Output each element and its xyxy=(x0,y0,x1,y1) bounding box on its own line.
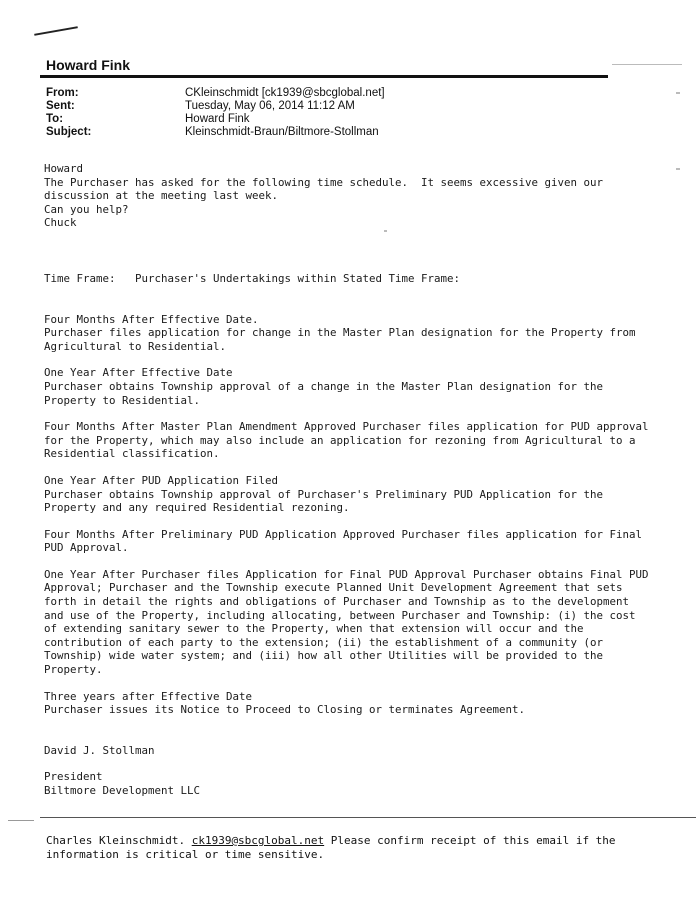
schedule-line: Four Months After Preliminary PUD Application Approved Purchaser files application for Final xyxy=(44,527,643,541)
schedule-line: Property. xyxy=(44,663,103,677)
scan-speck xyxy=(384,230,387,232)
header-row-sent xyxy=(46,100,385,113)
header-row-to xyxy=(46,113,385,126)
schedule-line: Four Months After Master Plan Amendment Approved Purchaser files application for PUD approval xyxy=(44,420,649,434)
schedule-line: Property to Residential. xyxy=(44,393,201,407)
intro-line: Can you help? xyxy=(44,202,129,216)
schedule-line: Four Months After Effective Date. xyxy=(44,312,259,326)
schedule-line: and use of the Property, including allocating, between Purchaser and Township: (i) the cost xyxy=(44,608,636,622)
schedule-line: forth in detail the rights and obligations of Purchaser and Township as to the development xyxy=(44,595,630,609)
schedule-line: One Year After Effective Date xyxy=(44,366,233,380)
intro-line: The Purchaser has asked for the following time schedule. It seems excessive given our xyxy=(44,175,604,189)
footer-sender: Charles Kleinschmidt. xyxy=(46,834,186,847)
footer-faint-rule xyxy=(8,820,34,821)
footer-line-2: information is critical or time sensitive. xyxy=(46,848,325,861)
header-row-from xyxy=(46,87,385,100)
signature-block xyxy=(44,744,664,798)
intro-paragraph xyxy=(44,162,664,230)
schedule-line: Three years after Effective Date xyxy=(44,689,253,703)
scan-faint-rule xyxy=(612,64,682,65)
signature-name: David J. Stollman xyxy=(44,743,155,757)
footer-email-link[interactable]: ck1939@sbcglobal.net xyxy=(191,834,325,847)
schedule-item xyxy=(44,313,664,354)
schedule-item xyxy=(44,690,664,717)
schedule-item xyxy=(44,366,664,407)
scan-speck xyxy=(676,168,680,170)
schedule-line: Township) wide water system; and (iii) how all other Utilities will be provided to the xyxy=(44,649,604,663)
schedule-line: One Year After PUD Application Filed xyxy=(44,473,279,487)
intro-line: discussion at the meeting last week. xyxy=(44,189,279,203)
header-label: Subject: xyxy=(46,126,92,138)
schedule-line: Purchaser obtains Township approval of a change in the Master Plan designation for the xyxy=(44,379,604,393)
header-label: From: xyxy=(46,87,79,99)
scan-pen-mark xyxy=(34,26,78,36)
footer-note xyxy=(46,834,646,862)
owner-divider xyxy=(40,75,608,78)
signature-title: President xyxy=(44,770,103,784)
header-label: To: xyxy=(46,113,64,125)
footer-line-1 xyxy=(46,834,646,848)
schedule-item xyxy=(44,528,664,555)
mailbox-owner-name: Howard Fink xyxy=(46,57,131,73)
intro-line: Chuck xyxy=(44,216,77,230)
signature-company: Biltmore Development LLC xyxy=(44,784,201,797)
schedule-item xyxy=(44,420,664,461)
schedule-line: Agricultural to Residential. xyxy=(44,339,227,353)
schedule-line: Purchaser issues its Notice to Proceed to Closing or terminates Agreement. xyxy=(44,703,526,717)
schedule-line: contribution of each party to the extension; (ii) the establishment of a community (or xyxy=(44,635,604,649)
schedule-line: Purchaser files application for change in the Master Plan designation for the Property from xyxy=(44,326,636,340)
header-value-to: Howard Fink xyxy=(185,113,250,125)
email-headers xyxy=(46,87,385,139)
schedule-line: Property and any required Residential rezoning. xyxy=(44,501,350,515)
header-value-sent: Tuesday, May 06, 2014 11:12 AM xyxy=(185,100,355,112)
scan-speck xyxy=(676,92,680,94)
time-frame-heading: Time Frame: Purchaser's Undertakings within Stated Time Frame: xyxy=(44,271,461,285)
schedule-item xyxy=(44,568,664,677)
footer-line-1-rest: Please confirm receipt of this email if the xyxy=(330,834,616,847)
schedule-line: PUD Approval. xyxy=(44,541,129,555)
header-label: Sent: xyxy=(46,100,75,112)
email-body xyxy=(44,162,664,798)
schedule-line: of extending sanitary sewer to the Property, when that extension will occur and the xyxy=(44,622,584,636)
header-value-from: CKleinschmidt [ck1939@sbcglobal.net] xyxy=(185,87,385,99)
header-value-subject: Kleinschmidt-Braun/Biltmore-Stollman xyxy=(185,126,379,138)
schedule-line: for the Property, which may also include an application for rezoning from Agricultural to a xyxy=(44,433,636,447)
intro-line: Howard xyxy=(44,162,84,175)
schedule-line: Approval; Purchaser and the Township execute Planned Unit Development Agreement that sets xyxy=(44,581,623,595)
schedule-line: Purchaser obtains Township approval of Purchaser's Preliminary PUD Application for the xyxy=(44,487,604,501)
schedule-line: One Year After Purchaser files Application for Final PUD Approval Purchaser obtains Final PUD xyxy=(44,567,649,581)
schedule-line: Residential classification. xyxy=(44,447,220,461)
schedule-item xyxy=(44,474,664,515)
footer-divider xyxy=(40,817,696,818)
header-row-subject xyxy=(46,126,385,139)
